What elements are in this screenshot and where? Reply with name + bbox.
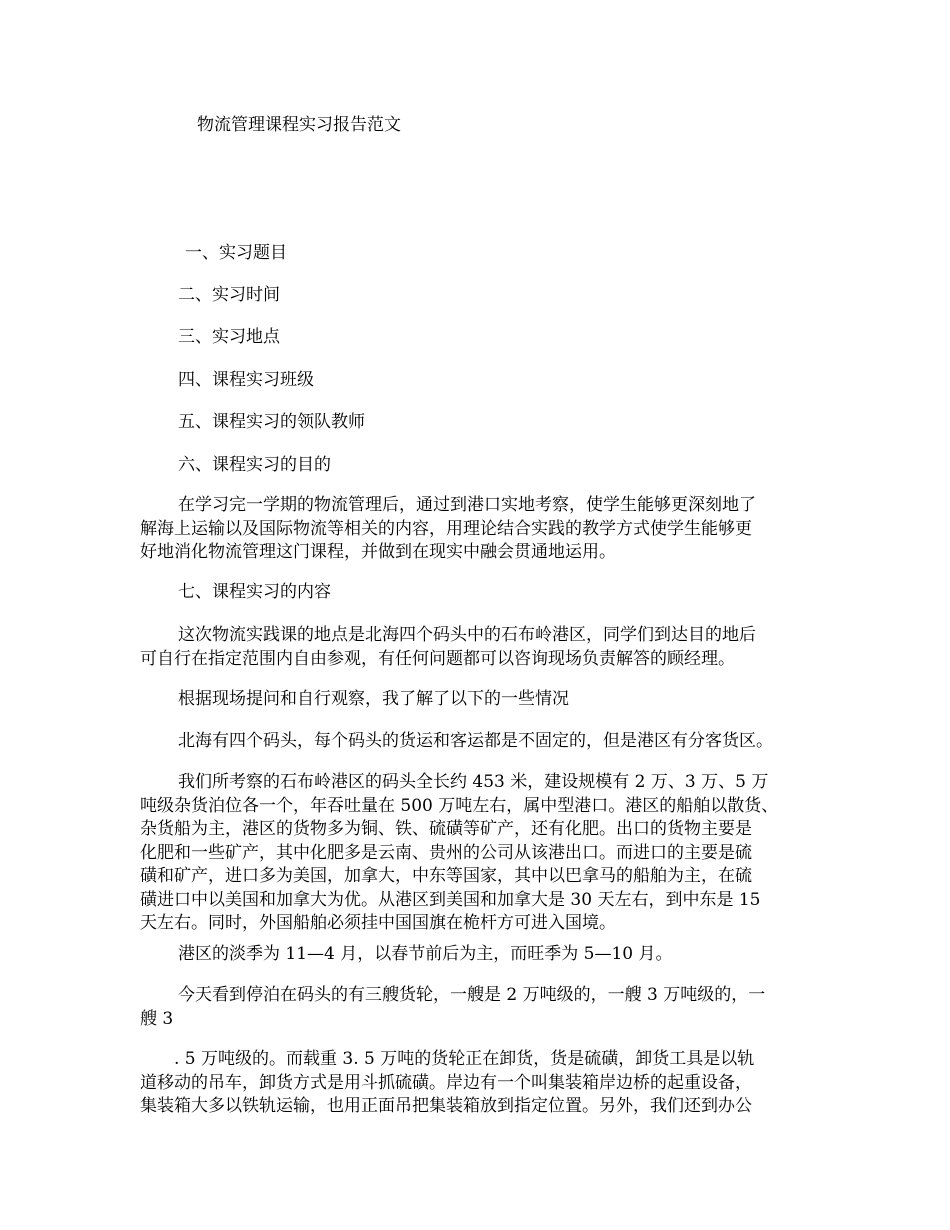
- heading-3: 三、实习地点: [178, 327, 280, 347]
- heading-5: 五、课程实习的领队教师: [178, 412, 365, 432]
- text-line: 今天看到停泊在码头的有三艘货轮，一艘是 2 万吨级的，一艘 3 万吨级的，一: [178, 985, 766, 1005]
- content-paragraph-5: 港区的淡季为 11—4 月，以春节前后为主，而旺季为 5—10 月。: [178, 944, 673, 964]
- text-line: 天左右。同时，外国船舶必须挂中国国旗在桅杆方可进入国境。: [140, 913, 616, 933]
- heading-7: 七、课程实习的内容: [178, 582, 331, 602]
- content-paragraph-1: [140, 624, 830, 671]
- text-line: 杂货船为主，港区的货物多为铜、铁、硫磺等矿产，还有化肥。出口的货物主要是: [140, 819, 752, 839]
- text-line: 我们所考察的石布岭港区的码头全长约 453 米，建设规模有 2 万、3 万、5 万: [178, 772, 769, 792]
- heading-2: 二、实习时间: [178, 285, 280, 305]
- text-line: 吨级杂货泊位各一个，年吞吐量在 500 万吨左右，属中型港口。港区的船舶以散货、: [140, 795, 779, 816]
- content-paragraph-4: [140, 771, 830, 936]
- text-line: 这次物流实践课的地点是北海四个码头中的石布岭港区，同学们到达目的地后: [178, 625, 756, 645]
- purpose-paragraph: [140, 494, 830, 565]
- heading-1: 一、实习题目: [185, 243, 287, 263]
- text-line: 解海上运输以及国际物流等相关的内容，用理论结合实践的教学方式使学生能够更: [140, 518, 752, 539]
- text-line: 可自行在指定范围内自由参观，有任何问题都可以咨询现场负责解答的顾经理。: [140, 648, 735, 669]
- document-title: 物流管理课程实习报告范文: [197, 115, 401, 135]
- text-line: 艘 3: [140, 1008, 174, 1029]
- text-line: 磺和矿产，进口多为美国，加拿大，中东等国家，其中以巴拿马的船舶为主，在硫: [140, 866, 752, 886]
- text-line: . 5 万吨级的。而载重 3. 5 万吨的货轮正在卸货，货是硫磺，卸货工具是以轨: [174, 1049, 755, 1069]
- text-line: 道移动的吊车，卸货方式是用斗抓硫磺。岸边有一个叫集装箱岸边桥的起重设备，: [140, 1072, 752, 1093]
- text-line: 好地消化物流管理这门课程，并做到在现实中融会贯通地运用。: [140, 542, 616, 562]
- content-paragraph-2: 根据现场提问和自行观察，我了解了以下的一些情况: [178, 689, 569, 709]
- text-line: 在学习完一学期的物流管理后，通过到港口实地考察，使学生能够更深刻地了: [178, 495, 756, 515]
- text-line: 化肥和一些矿产，其中化肥多是云南、贵州的公司从该港出口。而进口的主要是硫: [140, 842, 752, 863]
- text-line: 磺进口中以美国和加拿大为优。从港区到美国和加拿大是 30 天左右，到中东是 15: [140, 889, 761, 910]
- heading-4: 四、课程实习班级: [178, 370, 314, 390]
- content-paragraph-7: [140, 1048, 830, 1119]
- content-paragraph-3: 北海有四个码头，每个码头的货运和客运都是不固定的，但是港区有分客货区。: [178, 731, 773, 751]
- heading-6: 六、课程实习的目的: [178, 455, 331, 475]
- text-line: 集装箱大多以铁轨运输，也用正面吊把集装箱放到指定位置。另外，我们还到办公: [140, 1096, 752, 1116]
- content-paragraph-6: [140, 984, 830, 1031]
